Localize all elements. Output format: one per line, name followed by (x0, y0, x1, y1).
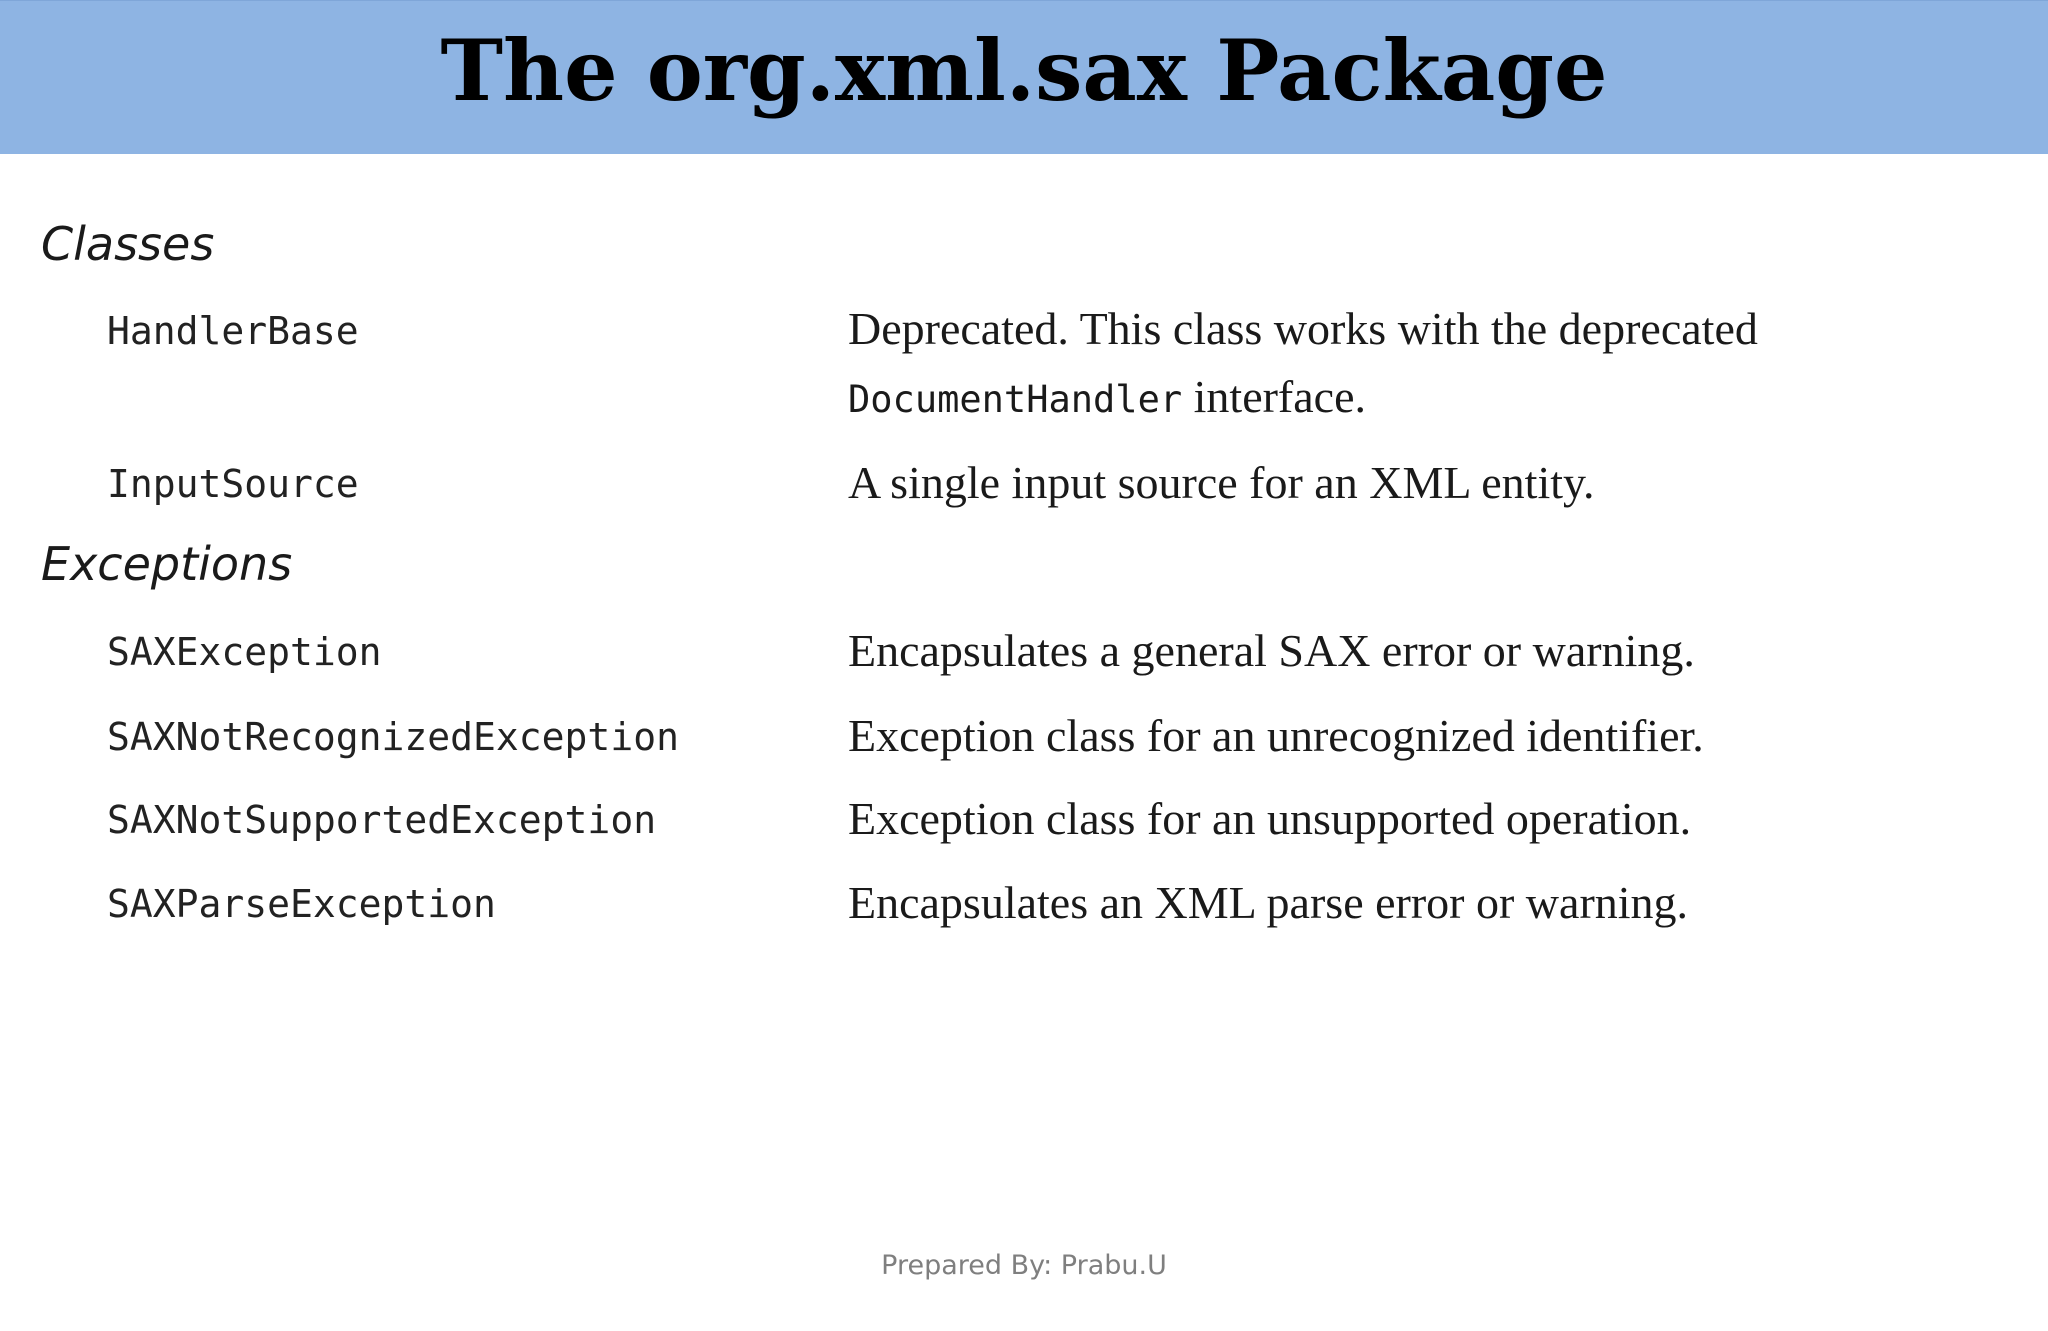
class-desc-handlerbase-line2 (848, 363, 1998, 434)
exception-desc-saxparse: Encapsulates an XML parse error or warning. (848, 877, 1689, 928)
class-name-inputsource: InputSource (107, 462, 359, 506)
documenthandler-code: DocumentHandler (848, 378, 1183, 421)
class-desc-inputsource: A single input source for an XML entity. (848, 457, 1595, 508)
exceptions-heading: Exceptions (41, 537, 293, 591)
class-name-handlerbase: HandlerBase (107, 309, 359, 353)
slide-title: The org.xml.sax Package (440, 21, 1608, 120)
exception-name-saxnotsupported: SAXNotSupportedException (107, 798, 657, 842)
exception-name-saxnotrecognized: SAXNotRecognizedException (107, 715, 679, 759)
exception-desc-saxnotrecognized: Exception class for an unrecognized identifier. (848, 710, 1704, 761)
class-desc-handlerbase-line2-rest: interface. (1182, 371, 1367, 422)
exception-name-saxexception: SAXException (107, 630, 382, 674)
exception-name-saxparse: SAXParseException (107, 882, 496, 926)
class-desc-handlerbase (848, 295, 1998, 434)
class-desc-handlerbase-line1: Deprecated. This class works with the deprecated (848, 303, 1758, 354)
footer-credit: Prepared By: Prabu.U (881, 1250, 1167, 1281)
classes-heading: Classes (41, 217, 215, 271)
exception-desc-saxexception: Encapsulates a general SAX error or warning. (848, 625, 1695, 676)
exception-desc-saxnotsupported: Exception class for an unsupported operation. (848, 793, 1692, 844)
